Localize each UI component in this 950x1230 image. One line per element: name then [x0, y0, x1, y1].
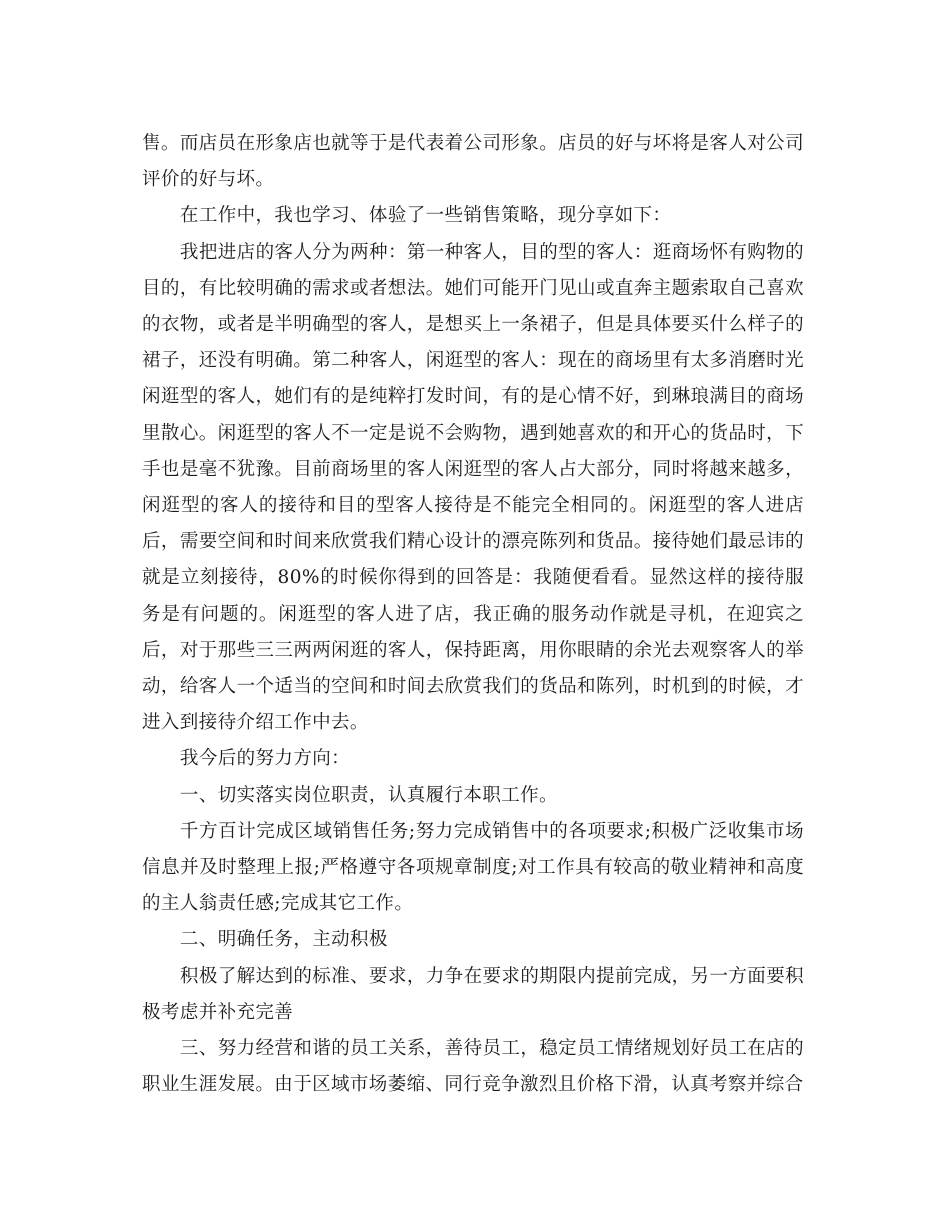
paragraph-7: 二、明确任务，主动积极: [179, 929, 388, 951]
paragraph-3: 我把进店的客人分为两种：第一种客人，目的型的客人：逛商场怀有购物的目的，有比较明确的需求或者想法。她们可能开门见山或直奔主题索取自己喜欢的衣物，或者是半明确型的客人，是想买上一条裙子，但是具体要买什么样子的裙子，还没有明确。第二种客人，闲逛型的客人：现在的商场里有太多消磨时光闲逛型的客人，她们有的是纯粹打发时间，有的是心情不好，到琳琅满目的商场里散心。闲逛型的客人不一定是说不会购物，遇到她喜欢的和开心的货品时，下手也是毫不犹豫。目前商场里的客人闲逛型的客人占大部分，同时将越来越多，闲逛型的客人的接待和目的型客人接待是不能完全相同的。闲逛型的客人进店后，需要空间和时间来欣赏我们精心设计的漂亮陈列和货品。接待她们最忌讳的就是立刻接待，80%的时候你得到的回答是：我随便看看。显然这样的接待服务是有问题的。闲逛型的客人进了店，我正确的服务动作就是寻机，在迎宾之后，对于那些三三两两闲逛的客人，保持距离，用你眼睛的余光去观察客人的举动，给客人一个适当的空间和时间去欣赏我们的货品和陈列，时机到的时候，才进入到接待介绍工作中去。: [142, 241, 804, 734]
paragraph-9: 三、努力经营和谐的员工关系，善待员工，稳定员工情绪规划好员工在店的职业生涯发展。由于区域市场萎缩、同行竞争激烈且价格下滑，认真考察并综合: [142, 1038, 804, 1096]
paragraph-5: 一、切实落实岗位职责，认真履行本职工作。: [179, 784, 558, 806]
paragraph-6: 千方百计完成区域销售任务;努力完成销售中的各项要求;积极广泛收集市场信息并及时整理上报;严格遵守各项规章制度;对工作具有较高的敬业精神和高度的主人翁责任感;完成其它工作。: [142, 820, 804, 915]
paragraph-8: 积极了解达到的标准、要求，力争在要求的期限内提前完成，另一方面要积极考虑并补充完善: [142, 965, 804, 1023]
document-body: [142, 126, 804, 1103]
paragraph-1: 售。而店员在形象店也就等于是代表着公司形象。店员的好与坏将是客人对公司评价的好与坏。: [142, 133, 804, 191]
paragraph-4: 我今后的努力方向：: [179, 748, 351, 770]
paragraph-2: 在工作中，我也学习、体验了一些销售策略，现分享如下：: [179, 205, 672, 227]
